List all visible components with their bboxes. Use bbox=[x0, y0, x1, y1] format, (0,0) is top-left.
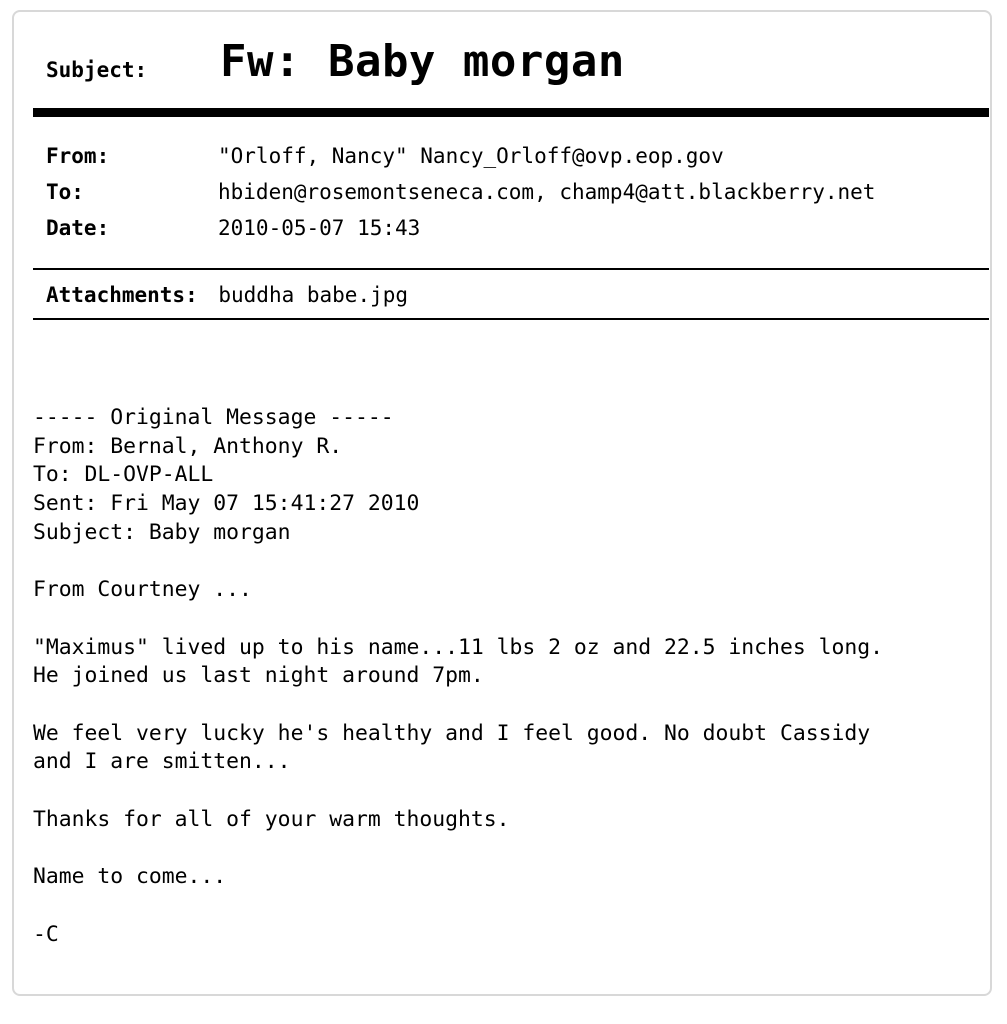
email-subject: Fw: Baby morgan bbox=[220, 36, 625, 87]
header-divider-thick bbox=[33, 108, 989, 117]
date-value: 2010-05-07 15:43 bbox=[218, 216, 421, 240]
header-row-from bbox=[46, 144, 986, 180]
attachments-divider-top bbox=[33, 268, 989, 270]
attachments-divider-bottom bbox=[33, 318, 989, 320]
email-body: ----- Original Message ----- From: Bernal, Anthony R. To: DL-OVP-ALL Sent: Fri May 07 15:41:27 2010 Subject: Baby morgan From Courtney ... "Maximus" lived up to his name...11 lbs 2 oz and 22.5 inches long. He joined us last night around 7pm. We feel very lucky he's healthy and I feel good. No doubt Cassidy and I are smitten... Thanks for all of your warm thoughts. Name to come... -C bbox=[33, 405, 883, 947]
subject-label: Subject: bbox=[46, 58, 148, 82]
header-row-date bbox=[46, 216, 986, 252]
date-label: Date: bbox=[46, 216, 110, 240]
to-value: hbiden@rosemontseneca.com, champ4@att.blackberry.net bbox=[218, 180, 876, 204]
from-value: "Orloff, Nancy" Nancy_Orloff@ovp.eop.gov bbox=[218, 144, 724, 168]
attachments-row bbox=[46, 283, 408, 307]
header-row-to bbox=[46, 180, 986, 216]
email-header-fields bbox=[46, 144, 986, 252]
attachments-label: Attachments: bbox=[46, 283, 198, 307]
subject-row bbox=[46, 36, 976, 96]
attachments-value[interactable]: buddha babe.jpg bbox=[218, 283, 409, 307]
to-label: To: bbox=[46, 180, 84, 204]
from-label: From: bbox=[46, 144, 110, 168]
